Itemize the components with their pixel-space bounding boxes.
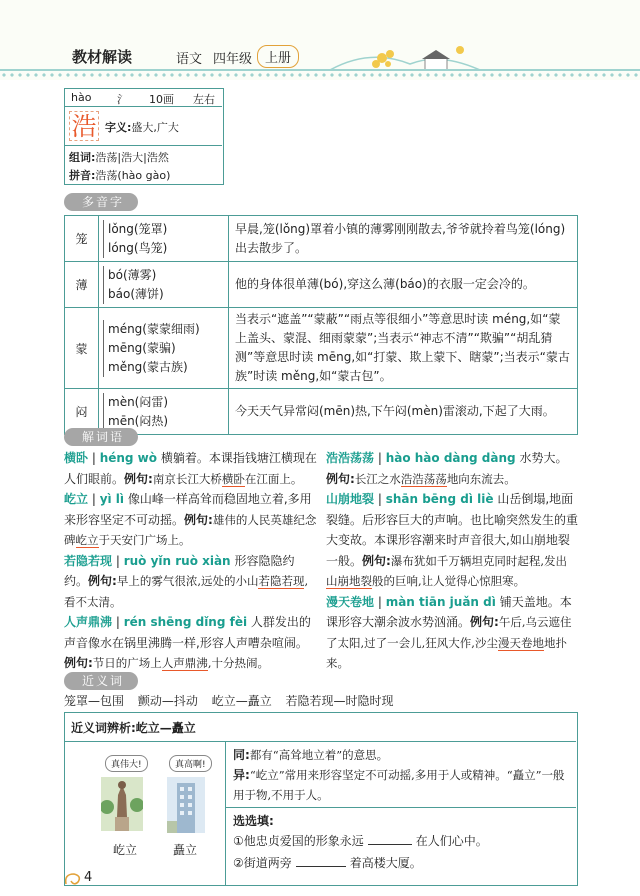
picture-label-left: 屹立 (113, 843, 138, 857)
card-strokes: 10画 (149, 93, 174, 106)
list-item: 漫天卷地 | màn tiān juǎn dì 铺天盖地。本课形容大潮余波水势汹涌。例句:午后,乌云遮住了太阳,过了一会儿,狂风大作,沙尘漫天卷地地扑来。 (326, 594, 572, 670)
card-pinyin: hào (71, 91, 92, 104)
section-tag-explain: 解词语 (64, 428, 640, 446)
card-pinyin-example: 拼音:浩荡(hào gào) (69, 169, 171, 182)
page-number-swirl-icon (62, 868, 86, 890)
speech-bubble-left: 真伟大! (105, 755, 148, 772)
statue-illustration-icon (101, 777, 143, 831)
table-row: 笼 lǒng(笼罩) lóng(鸟笼) 早晨,笼(lǒng)罩着小镇的薄雾刚刚散去,爷爷就拎着鸟笼(lóng)出去散步了。 (65, 216, 578, 262)
volume-badge: 上册 (257, 45, 299, 68)
card-character: 浩 (69, 111, 99, 141)
word-list-right (326, 448, 578, 674)
list-item: 山崩地裂 | shān bēng dì liè 山岳倒塌,地面裂缝。后形容巨大的声响。也比喻突然发生的重大变故。本课形容潮来时声音很大,如山崩地裂一般。例句:瀑布犹如千万辆坦克同时起程,发出山崩地裂般的巨响,让人觉得心惊胆寒。 (326, 492, 579, 588)
table-row: 蒙 méng(蒙蒙细雨) mēng(蒙骗) měng(蒙古族) 当表示“遮盖”“蒙蔽”“雨点等很细小”等意思时读 méng,如“蒙上盖头、蒙混、细雨蒙蒙”;当表示“神志不清”“欺骗”“胡乱猜测”等意思时读 mēng,如“打蒙、欺上蒙下、瞎蒙”;当表示“蒙古族”时读 měng,如“蒙古包”。 (65, 308, 578, 389)
analysis-diff: 异:“屹立”常用来形容坚定不可动摇,多用于人或精神。“矗立”一般用于物,不用于人。 (233, 768, 565, 802)
card-structure: 左右 (193, 93, 215, 106)
answer-blank-1[interactable] (368, 844, 412, 845)
analysis-title: 近义词辨析:屹立—矗立 (71, 721, 196, 735)
synonym-list: 笼罩—包围 颤动—抖动 屹立—矗立 若隐若现—时隐时现 (64, 694, 394, 708)
character-card (64, 88, 224, 185)
list-item: 横卧 | héng wò 横躺着。本课指钱塘江横现在人们眼前。例句:南京长江大桥横卧在江面上。 (64, 451, 317, 486)
card-words: 组词:浩荡|浩大|浩然 (69, 151, 169, 164)
picture-label-right: 矗立 (173, 843, 198, 857)
word-list-left (64, 448, 318, 674)
table-row: 闷 mèn(闷雷) mēn(闷热) 今天天气异常闷(mēn)热,下午闷(mèn)雷滚动,下起了大雨。 (65, 389, 578, 435)
header-divider (0, 69, 640, 71)
list-item: 屹立 | yì lì 像山峰一样高耸而稳固地立着,多用来形容坚定不可动摇。例句:雄伟的人民英雄纪念碑屹立于天安门广场上。 (64, 492, 317, 547)
book-title: 教材解读 (72, 48, 133, 66)
building-illustration-icon (167, 777, 205, 833)
card-meaning: 字义:盛大,广大 (105, 121, 179, 134)
card-info-row (65, 89, 222, 107)
synonym-analysis-box (64, 712, 578, 886)
header-dots (0, 72, 640, 78)
list-item: 浩浩荡荡 | hào hào dàng dàng 水势大。例句:长江之水浩浩荡荡地向东流去。 (326, 451, 568, 486)
section-tag-polyphone: 多音字 (64, 193, 640, 211)
analysis-same: 同:都有“高耸地立着”的意思。 (233, 748, 389, 762)
subject-label: 语文 (176, 52, 203, 67)
page-header (0, 0, 640, 80)
card-separator (65, 145, 222, 146)
list-item: 若隐若现 | ruò yǐn ruò xiàn 形容隐隐约约。例句:早上的雾气很浓,远处的小山若隐若现,看不太清。 (64, 553, 309, 609)
section-tag-synonym: 近义词 (64, 672, 640, 690)
answer-blank-2[interactable] (296, 866, 346, 867)
list-item: 人声鼎沸 | rén shēng dǐng fèi 人群发出的声音像水在锅里沸腾一样,形容人声嘈杂喧闹。例句:节日的广场上人声鼎沸,十分热闹。 (64, 615, 311, 670)
page-number: 4 (84, 870, 93, 885)
grade-label: 四年级 (213, 52, 253, 67)
exercise-question-1: ①他忠贞爱国的形象永远 在人们心中。 (233, 834, 488, 848)
card-radical: 氵 (117, 93, 128, 106)
table-row: 薄 bó(薄雾) báo(薄饼) 他的身体很单薄(bó),穿这么薄(báo)的衣服一定会冷的。 (65, 262, 578, 308)
speech-bubble-right: 真高啊! (169, 755, 212, 772)
exercise-question-2: ②街道两旁 着高楼大厦。 (233, 856, 422, 870)
exercise-title: 选选填: (233, 814, 274, 828)
polyphone-table (64, 215, 578, 435)
